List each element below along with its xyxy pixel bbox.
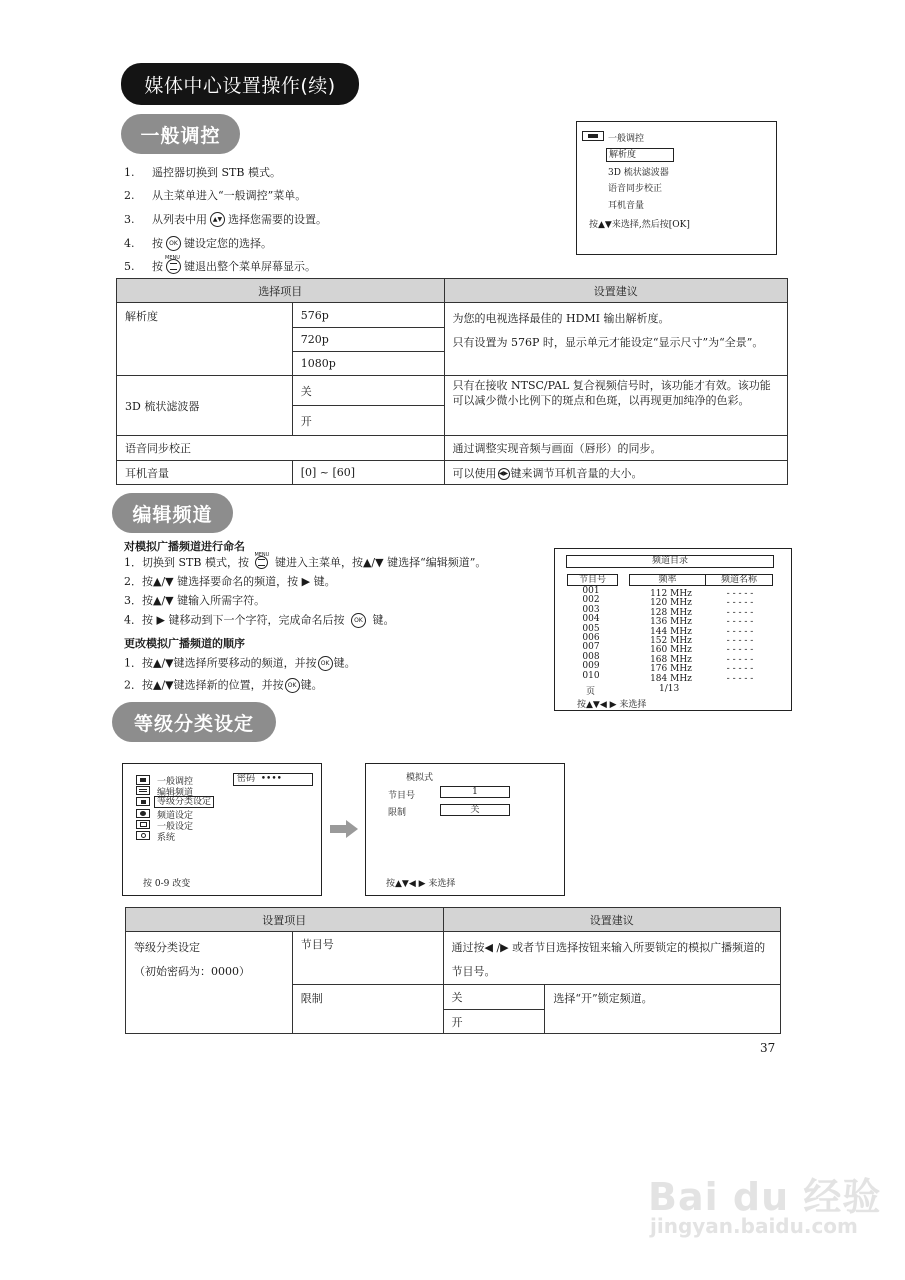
osd-col-number: 节目号: [567, 574, 618, 586]
option-comb-off: 关: [292, 376, 444, 406]
osd-limit-value: 关: [440, 804, 510, 816]
page-number: 37: [760, 1041, 776, 1055]
ok-button-icon: OK: [285, 678, 300, 693]
general-step-3: 3. 从列表中用 ▲▼ 选择您需要的设置。: [124, 212, 327, 226]
option-comb-on: 开: [292, 406, 444, 436]
page-title: 媒体中心设置操作(续): [121, 63, 359, 105]
system-icon: [136, 831, 150, 840]
edit-step-1: 1．切换到 STB 模式，按 MENU 键进入主菜单，按▲/▼ 键选择“编辑频道”。: [124, 552, 487, 569]
section-general-title: 一般调控: [121, 114, 240, 154]
row-label-sync: 语音同步校正: [117, 436, 445, 461]
advice-sync: 通过调整实现音频与画面（唇形）的同步。: [444, 436, 787, 461]
osd-freq-column: 112 MHz 120 MHz 128 MHz 136 MHz 144 MHz 152 MHz 160 MHz 168 MHz 176 MHz 184 MHz: [650, 589, 692, 684]
osd-channel-list: [554, 548, 792, 711]
rating-limit-label: 限制: [292, 985, 443, 1034]
general-setting-icon: [136, 820, 150, 829]
general-control-icon: [136, 775, 150, 785]
osd-menu-item-rating: 等级分类设定: [154, 796, 214, 808]
rating-lock-icon: [136, 797, 150, 806]
advice-volume: 可以使用 ◀▶ 键来调节耳机音量的大小。: [444, 461, 787, 485]
general-step-1: 1. 遥控器切换到 STB 模式。: [124, 166, 281, 179]
osd-page-label: 页: [586, 687, 596, 697]
edit-step-4: 4．按 ▶ 键移动到下一个字符，完成命名后按 OK 键。: [124, 613, 395, 627]
edit-step-3: 3．按▲/▼ 键输入所需字符。: [124, 594, 266, 607]
rating-program-advice: 通过按◀ /▶ 或者节目选择按钮来输入所要锁定的模拟广播频道的节目号。: [443, 932, 781, 985]
osd-rating-menu: [122, 763, 322, 896]
osd-col-frequency: 频率: [629, 574, 706, 586]
advice-comb: 只有在接收 NTSC/PAL 复合视频信号时，该功能才有效。该功能可以减少微小比例下的斑点和色斑，以再现更加纯净的色彩。: [444, 376, 787, 436]
osd-general-hint: 按▲▼来选择,然后按[OK]: [589, 220, 690, 230]
menu-button-icon: MENU: [255, 556, 268, 569]
channel-setting-icon: [136, 809, 150, 818]
table-header-advice: 设置建议: [444, 279, 787, 303]
edit-subtitle-order: 更改模拟广播频道的顺序: [124, 637, 245, 650]
row-label-resolution: 解析度: [117, 303, 293, 376]
osd-item-comb: 3D 梳状滤波器: [608, 168, 669, 178]
general-settings-table: [116, 278, 788, 485]
watermark-url: jingyan.baidu.com: [650, 1214, 858, 1238]
order-step-1: 1．按▲/▼键选择所要移动的频道，并按 OK 键。: [124, 656, 356, 670]
row-label-comb: 3D 梳状滤波器: [117, 376, 293, 436]
ok-button-icon: OK: [318, 656, 333, 671]
option-1080p: 1080p: [292, 352, 444, 376]
osd-page-value: 1/13: [659, 684, 680, 694]
osd-numbers-column: 001 002 003 004 005 006 007 008 009 010: [582, 586, 600, 681]
table-header-item: 选择项目: [117, 279, 445, 303]
osd-item-sync: 语音同步校正: [608, 184, 663, 194]
osd-general-control: [576, 121, 777, 255]
rating-limit-advice: 选择“开”锁定频道。: [545, 985, 781, 1034]
advice-resolution: 为您的电视选择最佳的 HDMI 输出解析度。 只有设置为 576P 时，显示单元才能设定“显示尺寸”为“全景”。: [444, 303, 787, 376]
rating-limit-on: 开: [443, 1010, 545, 1034]
osd-menu-item-general: 一般调控: [157, 777, 194, 787]
osd-menu-item-general-setting: 一般设定: [157, 822, 194, 832]
rating-settings-table: [125, 907, 781, 1034]
osd-menu-item-edit: 编辑频道: [157, 788, 194, 798]
osd-analog-title: 模拟式: [406, 773, 434, 783]
osd-program-label: 节目号: [388, 791, 416, 801]
ok-button-icon: OK: [351, 613, 366, 628]
osd-program-value: 1: [440, 786, 510, 798]
osd-channel-hint: 按▲▼◀ ▶ 来选择: [577, 700, 647, 710]
option-720p: 720p: [292, 328, 444, 352]
osd-analog-hint: 按▲▼◀ ▶ 来选择: [386, 879, 456, 889]
watermark-logo: Bai du 经验: [648, 1175, 882, 1219]
volume-range: [0] ~ [60]: [292, 461, 444, 485]
section-edit-title: 编辑频道: [112, 493, 233, 533]
rating-header-advice: 设置建议: [443, 908, 781, 932]
order-step-2: 2．按▲/▼键选择新的位置，并按 OK 键。: [124, 678, 323, 692]
ok-button-icon: OK: [166, 236, 181, 251]
osd-menu-item-system: 系统: [157, 833, 176, 843]
option-576p: 576p: [292, 303, 444, 328]
osd-channel-title: 频道目录: [566, 555, 774, 568]
general-step-2: 2. 从主菜单进入“一般调控”菜单。: [124, 189, 307, 202]
edit-subtitle-naming: 对模拟广播频道进行命名: [124, 540, 245, 553]
row-label-volume: 耳机音量: [117, 461, 293, 485]
rating-header-item: 设置项目: [126, 908, 444, 932]
left-right-icon: ◀▶: [498, 468, 510, 480]
edit-channel-icon: [136, 786, 150, 795]
rating-program-label: 节目号: [292, 932, 443, 985]
up-down-icon: ▲▼: [210, 212, 225, 227]
edit-step-2: 2．按▲/▼ 键选择要命名的频道，按 ▶ 键。: [124, 575, 336, 588]
osd-item-volume: 耳机音量: [608, 201, 645, 211]
osd-rating-hint: 按 0-9 改变: [143, 879, 191, 889]
osd-menu-icon: [582, 131, 604, 141]
section-rating-title: 等级分类设定: [112, 702, 276, 742]
osd-col-name: 频道名称: [705, 574, 773, 586]
rating-item-cell: 等级分类设定 （初始密码为：0000）: [126, 932, 293, 1034]
osd-rating-analog: [365, 763, 565, 896]
rating-limit-off: 关: [443, 985, 545, 1010]
general-step-5: 5. 按 MENU 键退出整个菜单屏幕显示。: [124, 255, 316, 273]
menu-button-icon: MENU: [166, 259, 181, 274]
osd-limit-label: 限制: [388, 808, 407, 818]
osd-item-resolution: 解析度: [606, 148, 674, 162]
general-step-4: 4. 按 OK 键设定您的选择。: [124, 236, 272, 250]
password-field: 密码 ••••: [233, 773, 313, 786]
arrow-right-icon: [330, 820, 358, 838]
osd-general-title: 一般调控: [608, 134, 645, 144]
osd-name-column: - - - - - - - - - - - - - - - - - - - - - - - - - - - - - - - - - - - - - - - - - - - - - - - - - -: [726, 589, 754, 684]
osd-menu-item-channel: 频道设定: [157, 811, 194, 821]
